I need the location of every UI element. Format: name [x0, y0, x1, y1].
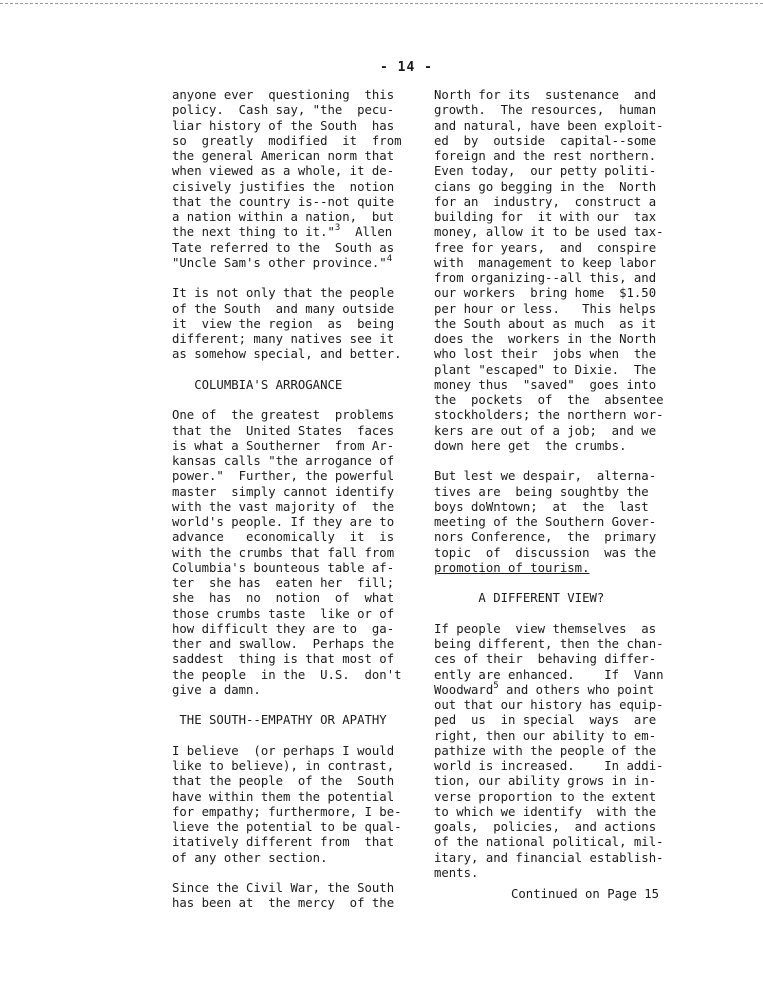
- line-text: growth. The resources, human: [434, 103, 657, 118]
- text-line: [434, 680, 666, 698]
- text-line: [172, 668, 402, 683]
- text-line: [172, 408, 402, 423]
- line-text: the South about as much as it: [434, 316, 657, 331]
- line-text: ently are enhanced. If Vann: [434, 667, 664, 682]
- line-text: as somehow special, and better.: [172, 347, 402, 362]
- line-text: cisively justifies the notion: [172, 179, 395, 194]
- line-text-continued: Allen: [340, 225, 393, 240]
- line-text: the general American norm that: [172, 149, 395, 163]
- text-line: [172, 652, 402, 667]
- paragraph-gap: [172, 363, 402, 378]
- text-line: [434, 790, 666, 805]
- line-text: to which we identify with the: [434, 804, 657, 819]
- line-text: has been at the mercy of the: [172, 896, 395, 911]
- left-column: [172, 88, 402, 912]
- text-line: [172, 149, 402, 164]
- line-text: policy. Cash say, "the pecu-: [172, 103, 395, 118]
- paragraph-gap: [172, 866, 402, 881]
- text-line: [172, 744, 402, 759]
- text-line: [172, 759, 402, 774]
- line-text: But lest we despair, alterna-: [434, 469, 657, 484]
- text-line: [434, 347, 666, 362]
- line-text: verse proportion to the extent: [434, 789, 657, 804]
- text-line: [172, 561, 402, 576]
- line-text: One of the greatest problems: [172, 408, 395, 423]
- line-text: and natural, have been exploit-: [434, 118, 664, 133]
- line-text: she has no notion of what: [172, 591, 395, 606]
- footnote-marker: 3: [334, 223, 341, 234]
- text-line: [172, 454, 402, 469]
- text-line: [434, 530, 666, 545]
- line-text: liar history of the South has: [172, 118, 395, 133]
- line-text-continued: and others who point: [498, 682, 655, 697]
- line-text: ces of their behaving differ-: [434, 652, 657, 667]
- text-line: [172, 896, 402, 911]
- text-line: [172, 835, 402, 850]
- line-text: that the country is--not quite: [172, 194, 395, 209]
- line-text: like to believe), in contrast,: [172, 759, 395, 773]
- line-text: It is not only that the people: [172, 286, 395, 301]
- text-line: [434, 805, 666, 820]
- text-line: [172, 546, 402, 561]
- text-line: [172, 576, 402, 591]
- text-line: [434, 210, 666, 225]
- text-line: [172, 790, 402, 805]
- text-line: [172, 164, 402, 179]
- text-line: [172, 805, 402, 820]
- text-line: [172, 180, 402, 195]
- line-text: itary, and financial establish-: [434, 850, 664, 865]
- line-text: foreign and the rest northern.: [434, 149, 657, 163]
- continued-note: Continued on Page 15: [511, 887, 660, 901]
- line-text: tives are being soughtby the: [434, 484, 649, 499]
- text-line: [434, 469, 666, 484]
- line-text: pathize with the people of the: [434, 743, 657, 758]
- line-text: down here get the crumbs.: [434, 438, 627, 453]
- text-line: [434, 134, 666, 149]
- text-line: [434, 835, 666, 850]
- line-text: from organizing--all this, and: [434, 271, 657, 285]
- text-line: [434, 286, 666, 301]
- line-text: does the workers in the North: [434, 332, 657, 346]
- text-line: [172, 241, 402, 256]
- text-line: [172, 774, 402, 789]
- line-text: Since the Civil War, the South: [172, 881, 395, 895]
- text-line: [172, 591, 402, 606]
- text-line: [434, 439, 666, 454]
- text-line: [434, 759, 666, 774]
- line-text: of the South and many outside: [172, 301, 395, 316]
- line-text: that the people of the South: [172, 774, 395, 789]
- line-text: Tate referred to the South as: [172, 240, 395, 255]
- paragraph-gap: [172, 698, 402, 713]
- line-text: right, then our ability to em-: [434, 728, 657, 743]
- section-heading: [434, 591, 666, 606]
- paragraph-gap: [172, 393, 402, 408]
- text-line: [434, 149, 666, 164]
- line-text: boys doWntown; at the last: [434, 499, 649, 514]
- line-text: being different, then the chan-: [434, 637, 664, 651]
- footnote-marker: 4: [386, 253, 393, 264]
- text-line: [434, 363, 666, 378]
- footnote-marker: 5: [493, 680, 499, 691]
- text-line: [172, 530, 402, 545]
- line-text: goals, policies, and actions: [434, 820, 657, 834]
- text-line: [434, 180, 666, 195]
- text-line: [434, 103, 666, 118]
- text-line: [172, 253, 402, 271]
- line-text: itatively different from that: [172, 835, 395, 850]
- line-text: our workers bring home $1.50: [434, 286, 657, 301]
- line-text: ther and swallow. Perhaps the: [172, 637, 395, 651]
- text-line: [434, 622, 666, 637]
- line-text: North for its sustenance and: [434, 88, 657, 102]
- line-text: master simply cannot identify: [172, 484, 395, 499]
- text-line: [434, 774, 666, 789]
- text-line: [434, 515, 666, 530]
- line-text: when viewed as a whole, it de-: [172, 164, 395, 179]
- line-text: free for years, and conspire: [434, 240, 657, 255]
- text-line: [172, 424, 402, 439]
- line-text: per hour or less. This helps: [434, 301, 657, 316]
- text-line: [434, 668, 666, 683]
- text-line: [434, 164, 666, 179]
- text-line: [172, 317, 402, 332]
- line-text: world is increased. In addi-: [434, 759, 664, 773]
- text-line: [172, 332, 402, 347]
- line-text: promotion of tourism.: [434, 560, 590, 575]
- line-text: for an industry, construct a: [434, 194, 657, 209]
- line-text: so greatly modified it from: [172, 133, 402, 148]
- text-line: [172, 439, 402, 454]
- right-column: [434, 88, 666, 881]
- text-line: [434, 485, 666, 500]
- line-text: saddest thing is that most of: [172, 652, 395, 667]
- line-text: COLUMBIA'S ARROGANCE: [172, 377, 343, 392]
- text-line: [434, 744, 666, 759]
- text-line: [434, 561, 666, 576]
- text-line: [172, 622, 402, 637]
- line-text: is what a Southerner from Ar-: [172, 438, 395, 453]
- line-text: topic of discussion was the: [434, 545, 657, 560]
- line-text: that the United States faces: [172, 423, 395, 438]
- page-number: - 14 -: [380, 60, 433, 75]
- line-text: Woodward: [434, 682, 494, 697]
- paragraph-gap: [434, 576, 666, 591]
- line-text: of any other section.: [172, 850, 328, 865]
- text-line: [172, 225, 402, 240]
- line-text: with management to keep labor: [434, 255, 657, 270]
- text-line: [172, 195, 402, 210]
- text-line: [434, 225, 666, 240]
- line-text: it view the region as being: [172, 316, 395, 331]
- line-text: lieve the potential to be qual-: [172, 820, 402, 834]
- line-text: those crumbs taste like or of: [172, 606, 395, 621]
- line-text: advance economically it is: [172, 530, 395, 545]
- line-text: anyone ever questioning this: [172, 88, 395, 102]
- line-text: ed by outside capital--some: [434, 133, 657, 148]
- line-text: a nation within a nation, but: [172, 210, 395, 224]
- text-line: [434, 88, 666, 103]
- text-line: [434, 256, 666, 271]
- paragraph-gap: [434, 454, 666, 469]
- line-text: give a damn.: [172, 682, 261, 697]
- line-text: ter she has eaten her fill;: [172, 576, 395, 590]
- line-text: cians go begging in the North: [434, 179, 657, 194]
- section-heading: [172, 378, 402, 393]
- line-text: stockholders; the northern wor-: [434, 408, 664, 423]
- line-text: plant "escaped" to Dixie. The: [434, 362, 657, 377]
- line-text: money, allow it to be used tax-: [434, 225, 664, 240]
- text-line: [172, 347, 402, 362]
- text-line: [434, 271, 666, 286]
- text-line: [172, 820, 402, 835]
- line-text: A DIFFERENT VIEW?: [434, 591, 605, 606]
- text-line: [434, 317, 666, 332]
- paragraph-gap: [172, 271, 402, 286]
- text-line: [434, 241, 666, 256]
- text-line: [172, 637, 402, 652]
- text-line: [434, 851, 666, 866]
- line-text: If people view themselves as: [434, 621, 657, 636]
- line-text: tion, our ability grows in in-: [434, 774, 657, 789]
- line-text: meeting of the Southern Gover-: [434, 515, 657, 529]
- text-line: [434, 378, 666, 393]
- line-text: world's people. If they are to: [172, 515, 395, 529]
- paragraph-gap: [434, 607, 666, 622]
- line-text: Even today, our petty politi-: [434, 164, 657, 179]
- line-text: "Uncle Sam's other province.": [172, 255, 387, 270]
- line-text: of the national political, mil-: [434, 835, 664, 850]
- line-text: with the vast majority of the: [172, 499, 395, 514]
- text-line: [172, 851, 402, 866]
- text-line: [434, 637, 666, 652]
- text-line: [434, 698, 666, 713]
- text-line: [434, 729, 666, 744]
- line-text: kansas calls "the arrogance of: [172, 454, 395, 468]
- text-line: [172, 881, 402, 896]
- line-text: who lost their jobs when the: [434, 347, 657, 362]
- line-text: the people in the U.S. don't: [172, 667, 402, 682]
- text-line: [434, 119, 666, 134]
- line-text: how difficult they are to ga-: [172, 621, 395, 636]
- paragraph-gap: [172, 729, 402, 744]
- text-line: [172, 88, 402, 103]
- line-text: THE SOUTH--EMPATHY OR APATHY: [172, 713, 387, 728]
- line-text: power." Further, the powerful: [172, 469, 395, 484]
- text-line: [172, 302, 402, 317]
- line-text: have within them the potential: [172, 789, 395, 804]
- text-line: [172, 134, 402, 149]
- line-text: out that our history has equip-: [434, 698, 664, 712]
- text-line: [172, 286, 402, 301]
- line-text: ped us in special ways are: [434, 713, 657, 728]
- text-line: [434, 652, 666, 667]
- line-text: different; many natives see it: [172, 332, 395, 346]
- text-line: [172, 500, 402, 515]
- line-text: Columbia's bounteous table af-: [172, 560, 395, 575]
- section-heading: [172, 713, 402, 728]
- text-line: [434, 195, 666, 210]
- line-text: ments.: [434, 865, 479, 880]
- line-text: nors Conference, the primary: [434, 530, 657, 545]
- line-text: the next thing to it.": [172, 225, 335, 240]
- top-rule: [0, 3, 763, 4]
- text-line: [434, 424, 666, 439]
- line-text: the pockets of the absentee: [434, 393, 664, 407]
- text-line: [434, 500, 666, 515]
- text-line: [172, 210, 402, 225]
- line-text: kers are out of a job; and we: [434, 423, 657, 438]
- text-line: [434, 713, 666, 728]
- text-line: [172, 683, 402, 698]
- text-line: [434, 393, 666, 408]
- text-line: [172, 103, 402, 118]
- text-line: [434, 302, 666, 317]
- text-line: [172, 119, 402, 134]
- line-text: for empathy; furthermore, I be-: [172, 804, 402, 819]
- line-text: I believe (or perhaps I would: [172, 743, 395, 758]
- line-text: with the crumbs that fall from: [172, 545, 395, 560]
- text-line: [434, 820, 666, 835]
- text-line: [172, 515, 402, 530]
- text-line: [434, 408, 666, 423]
- line-text: building for it with our tax: [434, 210, 657, 224]
- text-line: [172, 607, 402, 622]
- text-line: [434, 866, 666, 881]
- text-line: [434, 332, 666, 347]
- text-line: [434, 546, 666, 561]
- text-line: [172, 469, 402, 484]
- line-text: money thus "saved" goes into: [434, 377, 657, 392]
- text-line: [172, 485, 402, 500]
